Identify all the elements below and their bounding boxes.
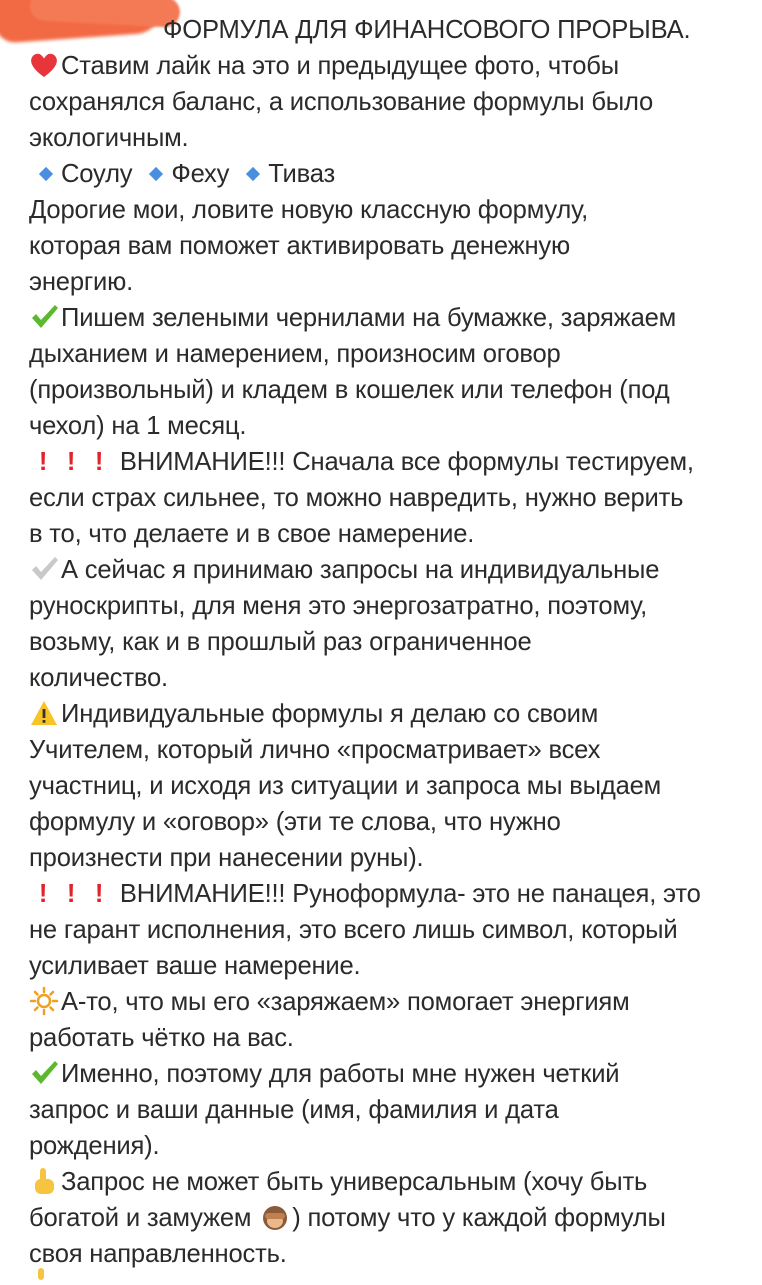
runes-line: Соулу Феху Тиваз: [29, 156, 749, 192]
post-line: участниц, и исходя из ситуации и запроса мы выдаем: [29, 772, 662, 800]
post-line: энергию.: [29, 268, 133, 296]
monkey-icon: [260, 1202, 290, 1232]
post-line: запрос и ваши данные (имя, фамилия и дата: [29, 1096, 559, 1124]
post-line: в то, что делаете и в свое намерение.: [29, 520, 475, 548]
exclamation-icon: !: [66, 448, 76, 476]
post-line: которая вам поможет активировать денежную: [29, 232, 571, 260]
exclamation-icon: !: [94, 448, 104, 476]
cut-off-emoji: [30, 1266, 54, 1280]
exclamation-icon: !: [94, 880, 104, 908]
post-line: возьму, как и в прошлый раз ограниченное: [29, 628, 532, 656]
exclamation-icon: !: [66, 880, 76, 908]
post-line: Дорогие мои, ловите новую классную формулу,: [29, 196, 589, 224]
post-line: не гарант исполнения, это всего лишь символ, который: [29, 916, 678, 944]
exclamation-icon: !: [38, 880, 48, 908]
check-icon: [29, 302, 59, 332]
post-line: своя направленность.: [29, 1240, 287, 1268]
post-line: Запрос не может быть универсальным (хочу быть: [29, 1164, 749, 1200]
post-line: А-то, что мы его «заряжаем» помогает энергиям: [29, 984, 749, 1020]
post-line: произнести при нанесении руны).: [29, 844, 424, 872]
post-title: ФОРМУЛА ДЛЯ ФИНАНСОВОГО ПРОРЫВА.: [163, 16, 691, 44]
point-up-icon: [29, 1166, 59, 1196]
post-line: Ставим лайк на это и предыдущее фото, чтобы: [29, 48, 749, 84]
gray-check-icon: [29, 554, 59, 584]
post-line: ! ! ! ВНИМАНИЕ!!! Сначала все формулы тестируем,: [29, 444, 749, 480]
warning-icon: [29, 698, 59, 728]
post-line: усиливает ваше намерение.: [29, 952, 361, 980]
post-line: сохранялся баланс, а использование формулы было: [29, 88, 654, 116]
diamond-icon: [39, 167, 53, 181]
post-line: [29, 12, 749, 48]
post-line: Учителем, который лично «просматривает» всех: [29, 736, 601, 764]
post-line: формулу и «оговор» (эти те слова, что нужно: [29, 808, 561, 836]
post-line: руноскрипты, для меня это энергозатратно, поэтому,: [29, 592, 648, 620]
sun-icon: [29, 986, 59, 1016]
post-line: (произвольный) и кладем в кошелек или телефон (под: [29, 376, 670, 404]
diamond-icon: [246, 167, 260, 181]
post-line: ! ! ! ВНИМАНИЕ!!! Руноформула- это не панацея, это: [29, 876, 749, 912]
post-line: если страх сильнее, то можно навредить, нужно верить: [29, 484, 684, 512]
heart-icon: [29, 50, 59, 80]
post-line: работать чётко на вас.: [29, 1024, 294, 1052]
post-text: [29, 12, 749, 1272]
post-line: дыханием и намерением, произносим оговор: [29, 340, 561, 368]
post-line: экологичным.: [29, 124, 189, 152]
post-line: чехол) на 1 месяц.: [29, 412, 247, 440]
diamond-icon: [149, 167, 163, 181]
post-line: рождения).: [29, 1132, 160, 1160]
exclamation-icon: !: [38, 448, 48, 476]
post-line: Именно, поэтому для работы мне нужен четкий: [29, 1056, 749, 1092]
post-line: количество.: [29, 664, 168, 692]
post-line: Индивидуальные формулы я делаю со своим: [29, 696, 749, 732]
post-line: А сейчас я принимаю запросы на индивидуальные: [29, 552, 749, 588]
check-icon: [29, 1058, 59, 1088]
post-line: богатой и замужем ) потому что у каждой формулы: [29, 1204, 666, 1232]
post-line: Пишем зелеными чернилами на бумажке, заряжаем: [29, 300, 749, 336]
